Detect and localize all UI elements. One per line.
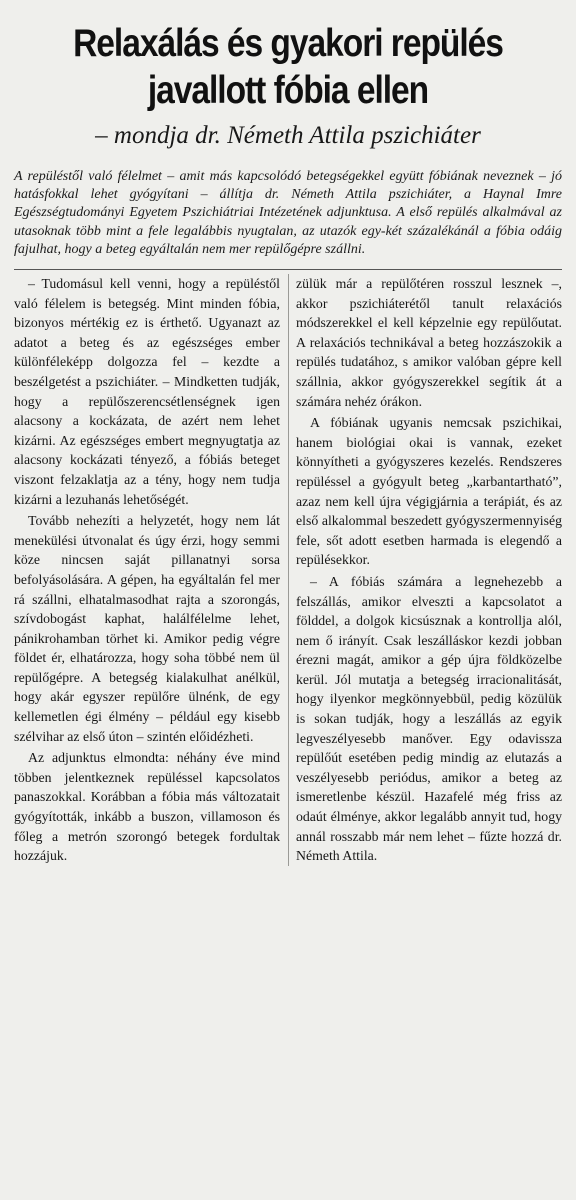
- paragraph: – A fóbiás számára a legnehezebb a felszállás, amikor elveszti a kapcsolatot a földdel, a dolgok kicsúsznak a kontrollja alól, nem ő irányít. Csak leszálláskor kezdi jobban érezni magát, amikor a gép újra földközelbe kerül. Jól mutatja a betegség irracionalitását, hogy ilyenkor megkönnyebbül, pedig közülük is sokan tudják, hogy a leszállás az egyik legveszélyesebb manőver. Egy odavissza repülőút esetében pedig mindig az elutazás a veszélyesebb periódus, amikor a beteg az ismeretlenbe készül. Hazafelé még friss az odaút élménye, akkor legalább annyit tud, hogy annál rosszabb már nem lehet – fűzte hozzá dr. Németh Attila.: [296, 573, 562, 864]
- paragraph: Tovább nehezíti a helyzetét, hogy nem lát menekülési útvonalat és úgy érzi, hogy semmi köze nincsen saját pillanatnyi sorsa befolyásolására. A gépen, ha egyáltalán fel mer rá szállni, elhatalmasodhat rajta a szorongás, szívdobogást kaphat, halálfélelme lehet, pánikrohamban törhet ki. Amikor pedig végre földet ér, elhatározza, hogy soha többé nem ül repülőgépre. A betegség kialakulhat anélkül, hogy akár egyszer repülőre ülnénk, de egy kellemetlen égi élmény – például egy kisebb szélvihar az első úton – szintén előidézheti.: [14, 513, 280, 744]
- headline-line-2: javallott fóbia ellen: [147, 69, 429, 112]
- lead-paragraph: A repüléstől való félelmet – amit más kapcsolódó betegségekkel együtt fóbiának neveznek – jó hatásfokkal lehet gyógyítani – állítja dr. Németh Attila pszichiáter, a Haynal Imre Egészségtudományi Egyetem Pszichiátriai Intézetének adjunktusa. A első repülés alkalmával az utasoknak több mint a fele legalábbis nyugtalan, az utazók egy-két százalékánál a fóbia odáig fajulhat, hogy a beteg egyáltalán nem mer repülőgépre szállni.: [14, 169, 562, 257]
- column-divider: [288, 274, 289, 866]
- article-columns: [14, 274, 562, 866]
- left-column: [14, 274, 280, 866]
- paragraph: A fóbiának ugyanis nemcsak pszichikai, hanem biológiai okai is vannak, ezeket könnyítheti a gyógyszeres kezelés. Rendszeres repüléssel a gyógyult beteg „karbantartható”, azaz nem kell újra végigjárnia a terápiát, és az első alkalommal beszedett gyógyszermennyiség fele, sőt adott esetben harmada is elegendő a repülésekkor.: [296, 415, 562, 568]
- section-divider: [14, 269, 562, 270]
- right-column: [296, 274, 562, 866]
- headline-line-1: Relaxálás és gyakori repülés: [73, 22, 503, 65]
- paragraph: Az adjunktus elmondta: néhány éve mind többen jelentkeznek repüléssel kapcsolatos panaszokkal. Korábban a fóbia más változatait gyógyították, inkább a buszon, villamoson és főleg a metrón szorongó betegek fordultak hozzájuk.: [14, 750, 280, 864]
- paragraph: – Tudomásul kell venni, hogy a repüléstől való félelem is betegség. Mint minden fóbia, bizonyos mértékig ez is érthető. Ugyanazt az adatot a beteg és az egészséges ember különféleképp dolgozza fel – kezdte a beszélgetést a pszichiáter. – Mindketten tudják, hogy a repülőszerencsétlenségnek igen alacsony a kockázata, de azért nem lehet kizárni. Az egészséges embert megnyugtatja az alacsony kockázati tényező, a fóbiás beteget viszont felzaklatja az a tény, hogy nem tudja kizárni a lezuhanás lehetőségét.: [14, 276, 280, 507]
- headline: [52, 20, 523, 114]
- paragraph-continued: zülük már a repülőtéren rosszul lesznek –, akkor pszichiáterétől tanult relaxációs módszerekkel el kell képzelnie egy repülőutat. A relaxációs technikával a beteg hozzászokik a repülés tudatához, s amikor valóban gépre kell szállnia, akkor gyógyszerekkel segítik át a számára nehéz órákon.: [296, 276, 562, 409]
- subtitle: – mondja dr. Németh Attila pszichiáter: [95, 122, 481, 149]
